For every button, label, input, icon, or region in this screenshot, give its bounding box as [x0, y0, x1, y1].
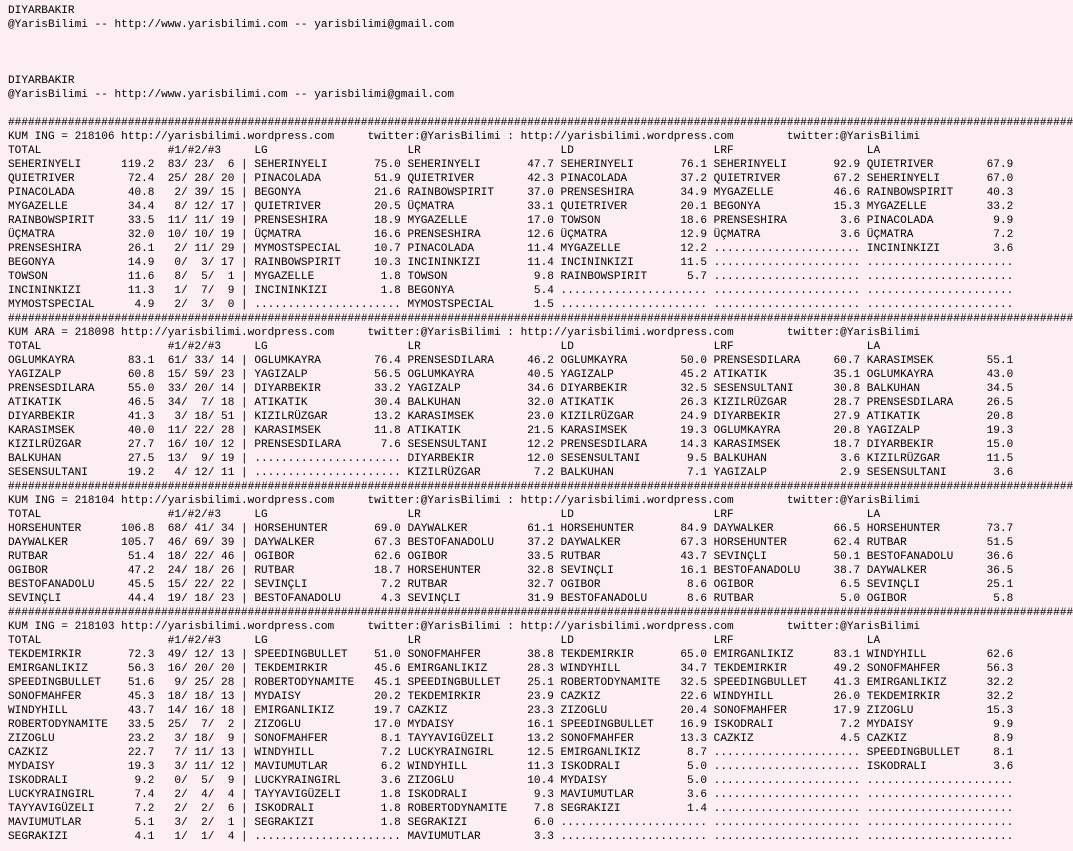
table-row: BESTOFANADOLU 45.5 15/ 22/ 22 | SEVINÇLI 7.2 RUTBAR 32.7 OGIBOR 8.6 OGIBOR 6.5 SEVINÇLI 25.1 [8, 579, 1014, 591]
table-row: MYGAZELLE 34.4 8/ 12/ 17 | QUIETRIVER 20.5 ÜÇMATRA 33.1 QUIETRIVER 20.1 BEGONYA 15.3 MYGAZELLE 33.2 [8, 201, 1014, 213]
table-row: SESENSULTANI 19.2 4/ 12/ 11 | ...................... KIZILRÜZGAR 7.2 BALKUHAN 7.1 YAGIZALP 2.9 SESENSULTANI 3.6 [8, 467, 1014, 479]
table-row: OGIBOR 47.2 24/ 18/ 26 | RUTBAR 18.7 HORSEHUNTER 32.8 SEVINÇLI 16.1 BESTOFANADOLU 38.7 DAYWALKER 36.5 [8, 565, 1014, 577]
table-row: MYDAISY 19.3 3/ 11/ 12 | MAVIUMUTLAR 6.2 WINDYHILL 11.3 ISKODRALI 5.0 ...................... ISKODRALI 3.6 [8, 761, 1014, 773]
column-header: TOTAL #1/#2/#3 LG LR LD LRF LA [8, 341, 881, 353]
table-row: DIYARBEKIR 41.3 3/ 18/ 51 | KIZILRÜZGAR 13.2 KARASIMSEK 23.0 KIZILRÜZGAR 24.9 DIYARBEKIR 27.9 ATIKATIK 20.8 [8, 411, 1014, 423]
document-text [8, 4, 1073, 844]
table-row: BALKUHAN 27.5 13/ 9/ 19 | ...................... DIYARBEKIR 12.0 SESENSULTANI 9.5 BALKUHAN 3.6 KIZILRÜZGAR 11.5 [8, 453, 1014, 465]
blank-line [8, 60, 1073, 74]
table-row: ÜÇMATRA 32.0 10/ 10/ 19 | ÜÇMATRA 16.6 PRENSESHIRA 12.6 ÜÇMATRA 12.9 ÜÇMATRA 3.6 ÜÇMATRA 7.2 [8, 229, 1014, 241]
separator-line: ################################################################################################################################################################ [8, 313, 1073, 325]
column-header: TOTAL #1/#2/#3 LG LR LD LRF LA [8, 509, 881, 521]
table-row: SEHERINYELI 119.2 83/ 23/ 6 | SEHERINYELI 75.0 SEHERINYELI 47.7 SEHERINYELI 76.1 SEHERINYELI 92.9 QUIETRIVER 67.9 [8, 159, 1014, 171]
table-row: LUCKYRAINGIRL 7.4 2/ 4/ 4 | TAYYAVIGÜZELI 1.8 ISKODRALI 9.3 MAVIUMUTLAR 3.6 ...................... ...................... [8, 789, 1014, 801]
race-header: KUM ING = 218106 http://yarisbilimi.wordpress.com twitter:@YarisBilimi : http://yarisbilimi.wordpress.com twitter:@YarisBilimi [8, 131, 921, 143]
table-row: ROBERTODYNAMITE 33.5 25/ 7/ 2 | ZIZOGLU 17.0 MYDAISY 16.1 SPEEDINGBULLET 16.9 ISKODRALI 7.2 MYDAISY 9.9 [8, 719, 1014, 731]
table-row: PRENSESHIRA 26.1 2/ 11/ 29 | MYMOSTSPECIAL 10.7 PINACOLADA 11.4 MYGAZELLE 12.2 ...................... INCININKIZI 3.6 [8, 243, 1014, 255]
separator-line: ################################################################################################################################################################ [8, 117, 1073, 129]
separator-line: ################################################################################################################################################################ [8, 607, 1073, 619]
blank-line [8, 46, 1073, 60]
race-header: KUM ARA = 218098 http://yarisbilimi.wordpress.com twitter:@YarisBilimi : http://yarisbilimi.wordpress.com twitter:@YarisBilimi [8, 327, 921, 339]
table-row: ATIKATIK 46.5 34/ 7/ 18 | ATIKATIK 30.4 BALKUHAN 32.0 ATIKATIK 26.3 KIZILRÜZGAR 28.7 PRENSESDILARA 26.5 [8, 397, 1014, 409]
table-row: KIZILRÜZGAR 27.7 16/ 10/ 12 | PRENSESDILARA 7.6 SESENSULTANI 12.2 PRENSESDILARA 14.3 KARASIMSEK 18.7 DIYARBEKIR 15.0 [8, 439, 1014, 451]
table-row: INCININKIZI 11.3 1/ 7/ 9 | INCININKIZI 1.8 BEGONYA 5.4 ...................... ...................... ...................... [8, 285, 1014, 297]
table-row: RAINBOWSPIRIT 33.5 11/ 11/ 19 | PRENSESHIRA 18.9 MYGAZELLE 17.0 TOWSON 18.6 PRENSESHIRA 3.6 PINACOLADA 9.9 [8, 215, 1014, 227]
table-row: TEKDEMIRKIR 72.3 49/ 12/ 13 | SPEEDINGBULLET 51.0 SONOFMAHFER 38.8 TEKDEMIRKIR 65.0 EMIRGANLIKIZ 83.1 WINDYHILL 62.6 [8, 649, 1014, 661]
table-row: DAYWALKER 105.7 46/ 69/ 39 | DAYWALKER 67.3 BESTOFANADOLU 37.2 DAYWALKER 67.3 HORSEHUNTER 62.4 RUTBAR 51.5 [8, 537, 1014, 549]
table-row: SEVINÇLI 44.4 19/ 18/ 23 | BESTOFANADOLU 4.3 SEVINÇLI 31.9 BESTOFANADOLU 8.6 RUTBAR 5.0 OGIBOR 5.8 [8, 593, 1014, 605]
contact-line: @YarisBilimi -- http://www.yarisbilimi.com -- yarisbilimi@gmail.com [8, 89, 455, 101]
table-row: BEGONYA 14.9 0/ 3/ 17 | RAINBOWSPIRIT 10.3 INCININKIZI 11.4 INCININKIZI 11.5 ...................... ...................... [8, 257, 1014, 269]
table-row: CAZKIZ 22.7 7/ 11/ 13 | WINDYHILL 7.2 LUCKYRAINGIRL 12.5 EMIRGANLIKIZ 8.7 ...................... SPEEDINGBULLET 8.1 [8, 747, 1014, 759]
table-row: WINDYHILL 43.7 14/ 16/ 18 | EMIRGANLIKIZ 19.7 CAZKIZ 23.3 ZIZOGLU 20.4 SONOFMAHFER 17.9 ZIZOGLU 15.3 [8, 705, 1014, 717]
table-row: ISKODRALI 9.2 0/ 5/ 9 | LUCKYRAINGIRL 3.6 ZIZOGLU 10.4 MYDAISY 5.0 ...................... ...................... [8, 775, 1014, 787]
table-row: TOWSON 11.6 8/ 5/ 1 | MYGAZELLE 1.8 TOWSON 9.8 RAINBOWSPIRIT 5.7 ...................... ...................... [8, 271, 1014, 283]
blank-line [8, 32, 1073, 46]
column-header: TOTAL #1/#2/#3 LG LR LD LRF LA [8, 145, 881, 157]
table-row: MYMOSTSPECIAL 4.9 2/ 3/ 0 | ...................... MYMOSTSPECIAL 1.5 ...................... ...................... ...................... [8, 299, 1014, 311]
separator-line: ################################################################################################################################################################ [8, 481, 1073, 493]
table-row: RUTBAR 51.4 18/ 22/ 46 | OGIBOR 62.6 OGIBOR 33.5 RUTBAR 43.7 SEVINÇLI 50.1 BESTOFANADOLU 36.6 [8, 551, 1014, 563]
table-row: QUIETRIVER 72.4 25/ 28/ 20 | PINACOLADA 51.9 QUIETRIVER 42.3 PINACOLADA 37.2 QUIETRIVER 67.2 SEHERINYELI 67.0 [8, 173, 1014, 185]
table-row: SEGRAKIZI 4.1 1/ 1/ 4 | ...................... MAVIUMUTLAR 3.3 ...................... ...................... ...................... [8, 831, 1014, 843]
contact-line: @YarisBilimi -- http://www.yarisbilimi.com -- yarisbilimi@gmail.com [8, 19, 455, 31]
table-row: ZIZOGLU 23.2 3/ 18/ 9 | SONOFMAHFER 8.1 TAYYAVIGÜZELI 13.2 SONOFMAHFER 13.3 CAZKIZ 4.5 CAZKIZ 8.9 [8, 733, 1014, 745]
table-row: YAGIZALP 60.8 15/ 59/ 23 | YAGIZALP 56.5 OGLUMKAYRA 40.5 YAGIZALP 45.2 ATIKATIK 35.1 OGLUMKAYRA 43.0 [8, 369, 1014, 381]
table-row: MAVIUMUTLAR 5.1 3/ 2/ 1 | SEGRAKIZI 1.8 SEGRAKIZI 6.0 ...................... ...................... ...................... [8, 817, 1014, 829]
table-row: PRENSESDILARA 55.0 33/ 20/ 14 | DIYARBEKIR 33.2 YAGIZALP 34.6 DIYARBEKIR 32.5 SESENSULTANI 30.8 BALKUHAN 34.5 [8, 383, 1014, 395]
table-row: HORSEHUNTER 106.8 68/ 41/ 34 | HORSEHUNTER 69.0 DAYWALKER 61.1 HORSEHUNTER 84.9 DAYWALKER 66.5 HORSEHUNTER 73.7 [8, 523, 1014, 535]
column-header: TOTAL #1/#2/#3 LG LR LD LRF LA [8, 635, 881, 647]
race-header: KUM ING = 218103 http://yarisbilimi.wordpress.com twitter:@YarisBilimi : http://yarisbilimi.wordpress.com twitter:@YarisBilimi [8, 621, 921, 633]
table-row: EMIRGANLIKIZ 56.3 16/ 20/ 20 | TEKDEMIRKIR 45.6 EMIRGANLIKIZ 28.3 WINDYHILL 34.7 TEKDEMIRKIR 49.2 SONOFMAHFER 56.3 [8, 663, 1014, 675]
title-line: DIYARBAKIR [8, 75, 75, 87]
title-line: DIYARBAKIR [8, 5, 75, 17]
table-row: KARASIMSEK 40.0 11/ 22/ 28 | KARASIMSEK 11.8 ATIKATIK 21.5 KARASIMSEK 19.3 OGLUMKAYRA 20.8 YAGIZALP 19.3 [8, 425, 1014, 437]
table-row: SONOFMAHFER 45.3 18/ 18/ 13 | MYDAISY 20.2 TEKDEMIRKIR 23.9 CAZKIZ 22.6 WINDYHILL 26.0 TEKDEMIRKIR 32.2 [8, 691, 1014, 703]
table-row: SPEEDINGBULLET 51.6 9/ 25/ 28 | ROBERTODYNAMITE 45.1 SPEEDINGBULLET 25.1 ROBERTODYNAMITE 32.5 SPEEDINGBULLET 41.3 EMIRGANLIKIZ 32.2 [8, 677, 1014, 689]
blank-line [8, 102, 1073, 116]
table-row: PINACOLADA 40.8 2/ 39/ 15 | BEGONYA 21.6 RAINBOWSPIRIT 37.0 PRENSESHIRA 34.9 MYGAZELLE 46.6 RAINBOWSPIRIT 40.3 [8, 187, 1014, 199]
race-header: KUM ING = 218104 http://yarisbilimi.wordpress.com twitter:@YarisBilimi : http://yarisbilimi.wordpress.com twitter:@YarisBilimi [8, 495, 921, 507]
table-row: OGLUMKAYRA 83.1 61/ 33/ 14 | OGLUMKAYRA 76.4 PRENSESDILARA 46.2 OGLUMKAYRA 50.0 PRENSESDILARA 60.7 KARASIMSEK 55.1 [8, 355, 1014, 367]
table-row: TAYYAVIGÜZELI 7.2 2/ 2/ 6 | ISKODRALI 1.8 ROBERTODYNAMITE 7.8 SEGRAKIZI 1.4 ...................... ...................... [8, 803, 1014, 815]
